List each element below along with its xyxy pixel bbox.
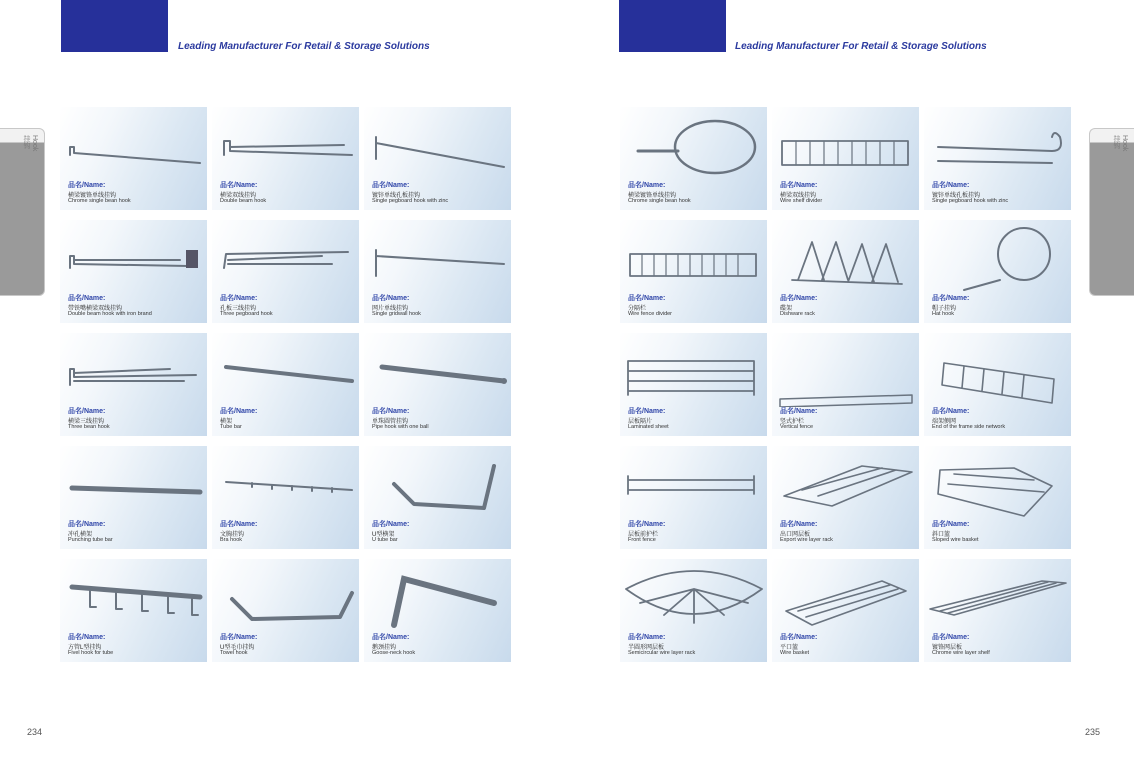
wire-shelf-divider-icon (772, 107, 919, 181)
product-name-label: 品名/Name: (220, 634, 258, 641)
product-name-label: 品名/Name: (932, 634, 970, 641)
product-name-label: 品名/Name: (628, 408, 666, 415)
product-name-en: Laminated sheet (628, 424, 669, 430)
product-name-label: 品名/Name: (932, 295, 970, 302)
three-pegboard-hook-icon (212, 220, 359, 294)
product-name-en: Dishware rack (780, 311, 815, 317)
product-name-label: 品名/Name: (372, 408, 410, 415)
product-name-en: Chrome single bean hook (68, 198, 131, 204)
product-name-label: 品名/Name: (628, 521, 666, 528)
product-name-en: Fivel hook for tube (68, 650, 114, 656)
product-name-en: Single gridwall hook (372, 311, 421, 317)
product-name-en: Punching tube bar (68, 537, 113, 543)
product-name-cn: U型毛巾挂钩 (220, 645, 255, 651)
product-name-en: Hat hook (932, 311, 955, 317)
product-name-cn: 平口篮 (780, 645, 799, 651)
tagline-left: Leading Manufacturer For Retail & Storage Solutions (178, 41, 430, 52)
product-name-cn: 半圆形网层板 (628, 645, 665, 651)
product-name-en: Vertical fence (780, 424, 814, 430)
product-card (212, 333, 359, 436)
towel-hook-icon (212, 559, 359, 633)
product-card (772, 107, 919, 210)
product-card (924, 333, 1071, 436)
product-card (60, 220, 207, 323)
product-card (620, 107, 767, 210)
product-name-cn: 层板前护栏 (628, 532, 659, 538)
product-name-label: 品名/Name: (780, 408, 818, 415)
brand-logo-block-left (61, 0, 168, 52)
product-name-cn: 斜口篮 (932, 532, 951, 538)
product-name-en: Tube bar (220, 424, 242, 430)
product-name-en: Double beam hook with iron brand (68, 311, 152, 317)
product-name-en: Wire shelf divider (780, 198, 823, 204)
product-name-label: 品名/Name: (780, 521, 818, 528)
product-name-en: Wire basket (780, 650, 810, 656)
product-name-en: Chrome single bean hook (628, 198, 691, 204)
product-name-label: 品名/Name: (372, 634, 410, 641)
product-name-cn: 层板隔片 (628, 419, 653, 425)
product-name-label: 品名/Name: (628, 182, 666, 189)
laminated-sheet-icon (620, 333, 767, 407)
product-card (60, 107, 207, 210)
product-card (924, 220, 1071, 323)
hat-hook-icon (924, 220, 1071, 294)
product-name-en: U tube bar (372, 537, 398, 543)
product-card (364, 220, 511, 323)
product-name-en: Bra hook (220, 537, 243, 543)
product-name-label: 品名/Name: (220, 521, 258, 528)
product-name-en: Pipe hook with one ball (372, 424, 429, 430)
product-name-en: Double beam hook (220, 198, 267, 204)
double-loop-hook-icon (924, 107, 1071, 181)
product-name-en: Single pegboard hook with zinc (932, 198, 1009, 204)
product-name-en: Wire fence divider (628, 311, 673, 317)
bra-hook-icon (212, 446, 359, 520)
product-card (212, 446, 359, 549)
product-card (364, 333, 511, 436)
product-name-en: Sloped wire basket (932, 537, 979, 543)
product-name-cn: 镀铬网层板 (932, 645, 963, 651)
double-beam-hook-icon (212, 107, 359, 181)
product-name-en: Front fence (628, 537, 656, 543)
fivel-hook-icon (60, 559, 207, 633)
product-name-label: 品名/Name: (932, 408, 970, 415)
dishware-rack-icon (772, 220, 919, 294)
product-name-cn: 鹅颈挂钩 (372, 645, 397, 651)
product-card (212, 220, 359, 323)
product-name-cn: 镀锌单线孔板挂钩 (372, 193, 421, 199)
product-name-cn: 横梁双线挂钩 (220, 193, 257, 199)
three-bean-hook-icon (60, 333, 207, 407)
product-name-label: 品名/Name: (780, 634, 818, 641)
product-name-cn: 孔板三线挂钩 (220, 306, 257, 312)
product-name-label: 品名/Name: (68, 295, 106, 302)
product-name-cn: 竖式护栏 (780, 419, 805, 425)
product-card (924, 446, 1071, 549)
product-name-cn: 单珠圆管挂钩 (372, 419, 409, 425)
product-name-label: 品名/Name: (628, 295, 666, 302)
product-name-cn: 帽子挂钩 (932, 306, 957, 312)
section-tab-label-right: Hook 挂钩 (1113, 135, 1128, 152)
product-name-label: 品名/Name: (220, 182, 258, 189)
product-card (364, 446, 511, 549)
wire-fence-divider-icon (620, 220, 767, 294)
ring-hook-icon (620, 107, 767, 181)
product-name-cn: 横梁三线挂钩 (68, 419, 105, 425)
product-name-cn: U型横架 (372, 532, 395, 538)
product-name-cn: 带铁嘴横梁双线挂钩 (68, 306, 123, 312)
semicircular-rack-icon (620, 559, 767, 633)
brand-logo-block-right (619, 0, 726, 52)
product-name-label: 品名/Name: (932, 521, 970, 528)
product-name-en: Three pegboard hook (220, 311, 273, 317)
side-network-icon (924, 333, 1071, 407)
product-card (620, 333, 767, 436)
product-name-cn: 冲孔横架 (68, 532, 93, 538)
product-name-cn: 镀锌单线孔板挂钩 (932, 193, 981, 199)
product-card (772, 559, 919, 662)
product-name-label: 品名/Name: (372, 521, 410, 528)
product-name-label: 品名/Name: (372, 295, 410, 302)
product-card (620, 220, 767, 323)
vertical-fence-icon (772, 333, 919, 407)
goose-neck-hook-icon (364, 559, 511, 633)
pegboard-hook-icon (364, 107, 511, 181)
section-tab-left (0, 128, 45, 296)
product-name-label: 品名/Name: (780, 295, 818, 302)
product-name-en: Semicircular wire layer rack (628, 650, 696, 656)
product-name-label: 品名/Name: (220, 295, 258, 302)
page-number-left: 234 (27, 727, 43, 737)
product-name-cn: 网片单线挂钩 (372, 306, 409, 312)
product-name-cn: 横梁镀铬单线挂钩 (628, 193, 677, 199)
chrome-wire-shelf-icon (924, 559, 1071, 633)
product-name-en: Towel hook (220, 650, 248, 656)
product-name-cn: 横架 (220, 419, 233, 425)
product-card (620, 559, 767, 662)
product-name-label: 品名/Name: (932, 182, 970, 189)
single-bean-hook-icon (60, 107, 207, 181)
front-fence-icon (620, 446, 767, 520)
product-card (60, 446, 207, 549)
product-card (772, 333, 919, 436)
product-name-en: Export wire layer rack (780, 537, 833, 543)
section-tab-right (1089, 128, 1134, 296)
product-name-cn: 横梁双线挂钩 (780, 193, 817, 199)
product-card (60, 333, 207, 436)
product-card (772, 446, 919, 549)
product-name-en: Chrome wire layer shelf (932, 650, 990, 656)
product-name-en: End of the frame side network (932, 424, 1006, 430)
product-card (212, 107, 359, 210)
product-name-cn: 横梁镀铬单线挂钩 (68, 193, 117, 199)
product-card (924, 107, 1071, 210)
product-card (364, 559, 511, 662)
product-name-cn: 碟架 (780, 306, 793, 312)
punching-tube-bar-icon (60, 446, 207, 520)
product-name-cn: 文胸挂钩 (220, 532, 245, 538)
product-name-label: 品名/Name: (372, 182, 410, 189)
tube-bar-icon (212, 333, 359, 407)
product-name-label: 品名/Name: (780, 182, 818, 189)
u-tube-bar-icon (364, 446, 511, 520)
product-card (364, 107, 511, 210)
wire-basket-icon (772, 559, 919, 633)
product-card (212, 559, 359, 662)
product-name-label: 品名/Name: (68, 408, 106, 415)
product-name-cn: 分隔栏 (628, 306, 647, 312)
pipe-hook-ball-icon (364, 333, 511, 407)
product-name-cn: 端架侧网 (932, 419, 957, 425)
page-number-right: 235 (1085, 727, 1101, 737)
export-wire-rack-icon (772, 446, 919, 520)
double-beam-iron-hook-icon (60, 220, 207, 294)
product-name-en: Single pegboard hook with zinc (372, 198, 449, 204)
sloped-basket-icon (924, 446, 1071, 520)
product-name-cn: 出口网层板 (780, 532, 811, 538)
tagline-right: Leading Manufacturer For Retail & Storage Solutions (735, 41, 987, 52)
product-card (620, 446, 767, 549)
product-card (60, 559, 207, 662)
product-name-label: 品名/Name: (68, 521, 106, 528)
product-name-label: 品名/Name: (220, 408, 258, 415)
product-name-en: Three bean hook (68, 424, 110, 430)
product-name-label: 品名/Name: (68, 634, 106, 641)
product-name-label: 品名/Name: (68, 182, 106, 189)
product-card (772, 220, 919, 323)
product-name-label: 品名/Name: (628, 634, 666, 641)
product-name-en: Goose-neck hook (372, 650, 416, 656)
gridwall-hook-icon (364, 220, 511, 294)
product-card (924, 559, 1071, 662)
product-name-cn: 方管L型挂钩 (68, 645, 102, 651)
section-tab-label-left: Hook 挂钩 (23, 135, 38, 152)
